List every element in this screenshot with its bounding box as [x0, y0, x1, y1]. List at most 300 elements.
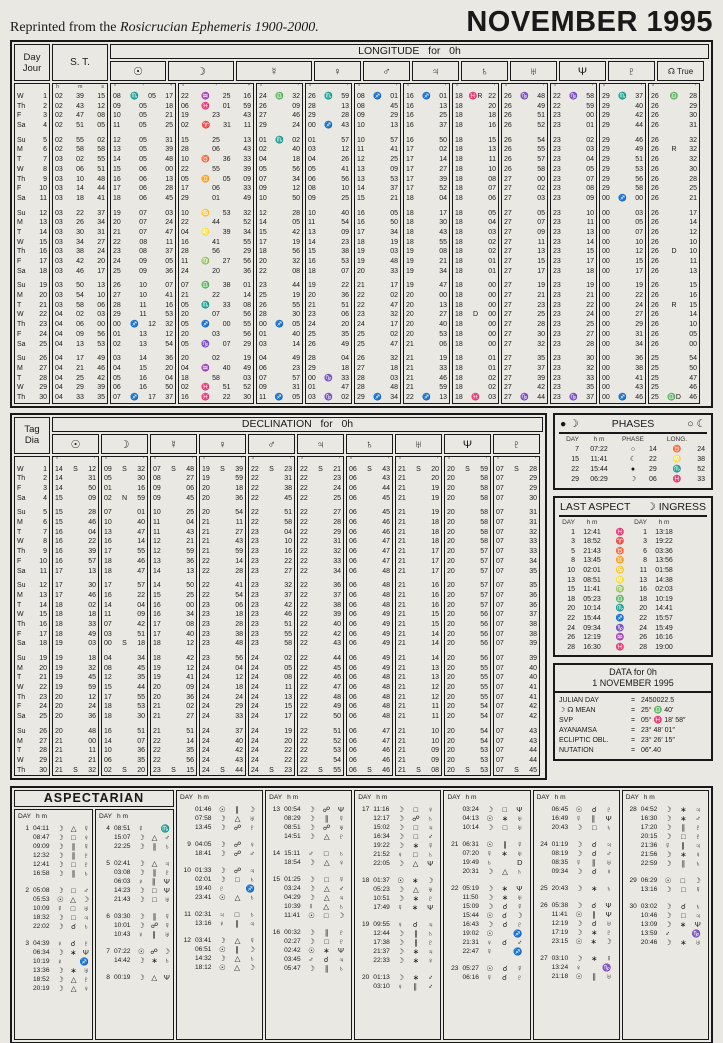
declination-cell	[15, 673, 49, 683]
value-token: 14	[431, 640, 439, 648]
value-token: 18	[113, 194, 121, 202]
value-token: ′	[191, 456, 193, 463]
aspect-glyphs	[138, 859, 170, 868]
aspect-glyph: ☽	[308, 937, 315, 947]
longitude-cell	[551, 291, 596, 301]
longitude-cell	[600, 155, 645, 165]
aspect-day	[269, 937, 280, 946]
value-token: 21	[586, 292, 594, 300]
aspect-day-group	[537, 954, 616, 981]
value-token: 01	[243, 282, 251, 290]
value-token: S	[220, 465, 225, 473]
declination-cell	[15, 654, 49, 664]
longitude-cell	[306, 184, 351, 194]
table-column	[14, 83, 50, 404]
aspect-glyphs	[486, 805, 522, 814]
value-token: 07	[496, 684, 504, 692]
value-token: 14	[586, 238, 594, 246]
longitude-cell	[257, 383, 302, 393]
value-token: 3	[43, 112, 47, 120]
ingress-row	[559, 624, 707, 634]
value-token: 21	[186, 538, 194, 546]
value-token: 20	[137, 766, 145, 774]
declination-cell	[200, 737, 245, 747]
value-token: 11	[235, 519, 243, 527]
value-token: 00	[308, 122, 316, 130]
declination-cell	[53, 639, 98, 649]
aspect-glyph: ∗	[679, 920, 687, 930]
units-row	[53, 84, 107, 92]
aspect-time: 03:45	[284, 956, 301, 964]
value-token: 43	[529, 727, 537, 735]
value-token: 19	[431, 494, 439, 502]
value-token: 25	[586, 321, 594, 329]
data-row	[559, 736, 707, 746]
last-aspect-time: 11:41	[583, 586, 601, 594]
value-token: 55	[212, 165, 220, 173]
value-token: 46	[635, 136, 643, 144]
declination-cell	[53, 465, 98, 475]
value-token: 14	[243, 292, 251, 300]
aspect-time: 21:52	[373, 851, 390, 859]
aspect-time: 19:40	[194, 885, 212, 893]
aspect-glyph: ♄	[486, 858, 492, 868]
value-token: 27	[39, 737, 47, 745]
declination-cell	[53, 591, 98, 601]
value-token: 41	[186, 674, 194, 682]
aspect-day	[18, 984, 29, 993]
value-token: 24	[202, 727, 210, 735]
value-token: 16	[39, 620, 47, 628]
value-token: 23	[553, 311, 561, 319]
aspect-glyphs	[308, 955, 344, 964]
value-token: 33	[76, 393, 84, 401]
value-token: 19	[55, 674, 63, 682]
longitude-cell	[551, 228, 596, 238]
aspect-glyph: ☽	[308, 814, 315, 824]
longitude-title: LONGITUDE for 0h	[110, 44, 709, 59]
aspect-glyph: ☿	[249, 936, 255, 946]
declination-cell	[249, 537, 294, 547]
value-token: 40	[137, 519, 145, 527]
value-token: 34	[243, 228, 251, 236]
value-token: 10	[308, 209, 316, 217]
value-token: 07	[496, 519, 504, 527]
value-token: 27	[504, 175, 512, 183]
longitude-cell	[404, 393, 449, 403]
value-token: W	[17, 238, 24, 246]
longitude-cell	[53, 228, 107, 238]
longitude-cell	[111, 320, 175, 330]
aspect-time: 22:05	[373, 860, 390, 868]
aspect-glyph: ☽	[575, 867, 583, 877]
declination-cell	[102, 465, 147, 475]
value-token: 02	[55, 146, 63, 154]
value-token: 58	[480, 494, 488, 502]
value-token: 04	[165, 374, 173, 382]
value-token: 10	[39, 557, 47, 565]
value-token: 18	[88, 611, 96, 619]
value-token: 29	[529, 475, 537, 483]
value-token: 23	[537, 301, 545, 309]
value-token: 06	[349, 664, 357, 672]
aspect-glyph: ☿	[486, 947, 492, 957]
aspect-entry	[180, 945, 259, 954]
value-token: 14	[689, 311, 697, 319]
value-token: 27	[259, 112, 267, 120]
aspect-glyphs	[219, 893, 255, 902]
declination-cell	[249, 567, 294, 577]
value-token: 01	[488, 364, 496, 372]
value-token: 36	[341, 292, 349, 300]
value-token: 23	[251, 582, 259, 590]
aspect-glyphs	[665, 876, 701, 885]
value-token: 16	[55, 557, 63, 565]
aspect-time: 18:54	[284, 859, 301, 867]
aspect-glyph: □	[680, 876, 686, 886]
aspect-glyphs	[576, 928, 612, 937]
data-box-rows	[559, 696, 707, 756]
value-token: 03	[55, 175, 63, 183]
aspect-day	[99, 868, 110, 877]
ingress-sign: ♓	[615, 643, 625, 651]
value-token: 07	[496, 509, 504, 517]
ingress-row	[559, 537, 707, 547]
aspect-day	[358, 814, 369, 823]
value-token: 36	[333, 582, 341, 590]
declination-cell	[494, 702, 539, 712]
value-token: 42	[137, 620, 145, 628]
aspect-time: 15:02	[373, 824, 390, 832]
longitude-cell	[306, 364, 351, 374]
value-token: 06	[349, 713, 357, 721]
longitude-cell	[453, 238, 498, 248]
longitude-cell	[53, 209, 107, 219]
value-token: 11	[139, 311, 147, 319]
value-token: 11	[488, 156, 496, 164]
aspect-glyph: ☽	[137, 895, 145, 905]
declination-cell	[15, 537, 49, 547]
value-token: T	[17, 528, 22, 536]
value-token: 38	[333, 601, 341, 609]
value-token: 06	[349, 601, 357, 609]
aspect-glyph: ☉	[308, 911, 315, 921]
value-token: 20	[447, 766, 455, 774]
value-token: ♎	[201, 282, 211, 290]
aspect-glyphs	[576, 849, 612, 858]
aspect-glyph: ☽	[308, 893, 315, 903]
value-token: 22	[300, 713, 308, 721]
phase-longitude	[647, 465, 707, 475]
value-token: 21	[55, 747, 63, 755]
aspect-glyph: ♅	[164, 930, 170, 940]
value-token: 20	[406, 292, 414, 300]
ingress-day: 13	[639, 576, 647, 584]
value-token: °	[56, 456, 59, 463]
side-column	[553, 413, 713, 781]
aspect-glyph: ♂	[164, 833, 170, 843]
units-row	[306, 84, 351, 92]
aspect-time: 06:29	[640, 877, 658, 885]
value-token: ♑	[569, 93, 578, 100]
aspect-entry	[99, 912, 170, 921]
ingress-time: 14:38	[655, 576, 673, 584]
value-token: 15	[55, 519, 63, 527]
value-token: 24	[202, 747, 210, 755]
aspect-entry	[447, 964, 526, 973]
aspect-glyphs	[665, 805, 701, 814]
value-token: Sa	[17, 194, 26, 202]
declination-cell	[151, 727, 196, 737]
value-token: 18	[431, 538, 439, 546]
aspect-time: 03:10	[551, 955, 569, 963]
value-token: 24	[202, 766, 210, 774]
aspect-entry	[18, 975, 89, 984]
ingress-sign: ♒	[615, 634, 625, 642]
value-token: 00	[602, 321, 610, 329]
value-token: 14	[431, 630, 439, 638]
value-token: 54	[235, 591, 243, 599]
value-token: 55	[137, 548, 145, 556]
aspect-entry	[537, 963, 616, 972]
value-token: 36	[635, 355, 643, 363]
value-token: 00	[586, 112, 594, 120]
value-token: 00	[602, 355, 610, 363]
value-token: 14	[153, 582, 161, 590]
aspect-glyph: ♅	[516, 893, 523, 903]
value-token: 38	[341, 248, 349, 256]
value-token: 16	[308, 258, 316, 265]
longitude-cell	[355, 257, 400, 267]
value-token: 22	[300, 485, 308, 492]
last-aspect-time: 13:45	[583, 557, 601, 565]
longitude-cell	[257, 267, 302, 277]
value-token: 18	[76, 194, 84, 202]
value-token: 19	[55, 655, 63, 662]
declination-cell	[200, 581, 245, 591]
value-token: 34	[292, 175, 300, 183]
declination-cell	[53, 727, 98, 737]
last-aspect-time: 08:51	[583, 576, 601, 584]
aspect-glyph: ♀	[249, 840, 255, 850]
value-token: 37	[537, 364, 545, 372]
aspect-glyph: □	[71, 833, 76, 843]
value-token: 10	[181, 156, 189, 164]
aspect-time: 02:42	[284, 947, 301, 955]
value-token: 22	[300, 727, 308, 735]
value-token: 23	[553, 364, 561, 372]
value-token: 37	[586, 393, 594, 401]
aspect-glyph: ☉	[218, 893, 226, 903]
value-token: 41	[341, 165, 349, 173]
value-token: 14	[39, 228, 47, 236]
value-token: 07	[496, 485, 504, 492]
declination-cell	[102, 712, 147, 722]
declination-cell	[396, 664, 441, 674]
aspect-time: 18:12	[194, 964, 212, 972]
value-token: 00	[113, 321, 121, 329]
value-token: 46	[76, 267, 84, 275]
value-token: 57	[341, 136, 349, 144]
value-token: 01	[308, 136, 316, 144]
declination-cell	[53, 712, 98, 722]
aspect-entry	[358, 894, 437, 903]
value-token: 11	[431, 703, 439, 711]
longitude-cell	[404, 184, 449, 194]
value-token: 32	[292, 93, 300, 100]
declination-cell	[200, 727, 245, 737]
value-token: M	[17, 664, 23, 672]
aspect-glyph: △	[323, 902, 329, 912]
declination-cell	[494, 746, 539, 756]
value-token: 21	[398, 703, 406, 711]
longitude-cell	[111, 383, 175, 393]
value-token: 14	[153, 567, 161, 575]
declination-cell	[396, 557, 441, 567]
value-token: 25	[651, 384, 659, 392]
value-token: 26	[651, 258, 659, 265]
declination-cell	[494, 601, 539, 611]
value-token: 24	[635, 301, 643, 309]
declination-cell	[445, 547, 490, 557]
aspect-time: 02:27	[284, 938, 301, 946]
value-token: 18	[406, 238, 414, 246]
value-token: 23	[308, 311, 316, 319]
aspect-glyphs	[576, 823, 612, 832]
value-token: 16	[406, 122, 414, 130]
value-token: 27	[504, 282, 512, 290]
aspect-glyph: ☽	[137, 956, 145, 966]
declination-cell	[15, 664, 49, 674]
aspect-day: 18	[361, 877, 370, 885]
aspect-glyph: ♂	[83, 886, 89, 896]
value-token: 04	[259, 156, 267, 164]
value-token: 9	[43, 175, 47, 183]
value-token: 05	[181, 340, 189, 348]
value-token: F	[17, 485, 22, 492]
value-token: S	[171, 766, 176, 774]
value-token: 30	[88, 582, 96, 590]
value-token: 21	[390, 194, 398, 202]
aspect-glyph: ☽	[218, 849, 226, 859]
longitude-cell	[53, 340, 107, 350]
value-token: 55	[137, 693, 145, 701]
aspect-glyphs	[397, 805, 433, 814]
aspect-glyph: ☽	[57, 913, 64, 923]
value-token: M	[17, 219, 23, 227]
longitude-cell	[355, 175, 400, 185]
longitude-cell	[502, 374, 547, 384]
longitude-cell	[355, 136, 400, 146]
longitude-header-right	[110, 44, 709, 81]
declination-cell	[249, 474, 294, 484]
value-token: 21	[55, 756, 63, 764]
value-token: 18	[455, 136, 463, 144]
declination-cell	[298, 465, 343, 475]
value-token: 59	[186, 548, 194, 556]
ingress-time: 19:00	[655, 643, 673, 651]
value-token: 06	[104, 756, 112, 764]
aspect-glyph: ♃	[338, 893, 345, 903]
declination-cell	[347, 693, 392, 703]
aspect-glyph: ☽	[137, 833, 145, 843]
value-token: 10	[76, 175, 84, 183]
value-token: 22	[300, 693, 308, 701]
value-token: 50	[292, 194, 300, 202]
dia-label: Dia	[24, 435, 40, 447]
aspect-time: 18:52	[33, 976, 50, 984]
longitude-body	[12, 81, 711, 406]
data-value: 06″.40	[641, 747, 661, 755]
value-token: 22	[649, 455, 657, 463]
value-token: 13	[243, 136, 251, 144]
aspect-glyph: ♅	[606, 972, 612, 982]
aspect-glyph: ☽	[575, 928, 583, 938]
longitude-cell	[551, 257, 596, 267]
value-token: 7	[43, 528, 47, 536]
value-token: 25	[212, 136, 220, 144]
value-token: 28	[181, 146, 189, 154]
value-token: 38	[529, 630, 537, 638]
units-row	[298, 457, 343, 465]
aspect-entry	[537, 884, 616, 893]
value-token: 21	[181, 292, 189, 300]
longitude-cell	[600, 340, 645, 350]
longitude-cell	[453, 194, 498, 204]
aspect-glyphs	[397, 876, 433, 885]
value-token: 58	[76, 146, 84, 154]
aspect-glyphs	[57, 913, 89, 922]
value-token: 25	[113, 267, 121, 275]
longitude-cell	[355, 145, 400, 155]
value-token: 02	[212, 355, 220, 363]
value-token: 05	[97, 122, 105, 130]
longitude-cell	[502, 340, 547, 350]
aspect-glyph: ♀	[575, 963, 582, 973]
units-row	[179, 84, 253, 92]
value-token: 48	[186, 465, 194, 473]
value-token: 21	[39, 674, 47, 682]
value-token: 22	[284, 557, 292, 565]
aspect-glyph: ♏	[160, 824, 170, 834]
aspectarian-column-header	[18, 812, 89, 821]
table-column	[178, 83, 254, 404]
value-token: °	[399, 456, 402, 463]
aspect-day-group	[269, 849, 348, 867]
value-token: 49	[382, 640, 390, 648]
value-token: 36	[137, 747, 145, 755]
value-token: 06	[76, 165, 84, 173]
value-token: 18	[455, 165, 463, 173]
declination-cell	[494, 630, 539, 640]
aspect-glyphs	[486, 902, 522, 911]
value-token: 26	[651, 219, 659, 227]
last-aspect-day: 28	[567, 643, 575, 651]
longitude-cell	[306, 194, 351, 204]
aspect-glyphs	[57, 966, 89, 975]
aspect-glyph: ♀	[397, 982, 403, 992]
value-token: 47	[390, 301, 398, 309]
aspect-day-group	[180, 910, 259, 928]
value-token: 02	[259, 146, 267, 154]
value-token: 22	[300, 737, 308, 745]
value-token: 21	[398, 557, 406, 565]
value-token: 25	[651, 393, 659, 401]
declination-header-right	[52, 417, 543, 454]
aspect-glyph: ☽	[397, 823, 404, 833]
value-token: 22	[39, 684, 47, 692]
longitude-cell	[111, 257, 175, 267]
